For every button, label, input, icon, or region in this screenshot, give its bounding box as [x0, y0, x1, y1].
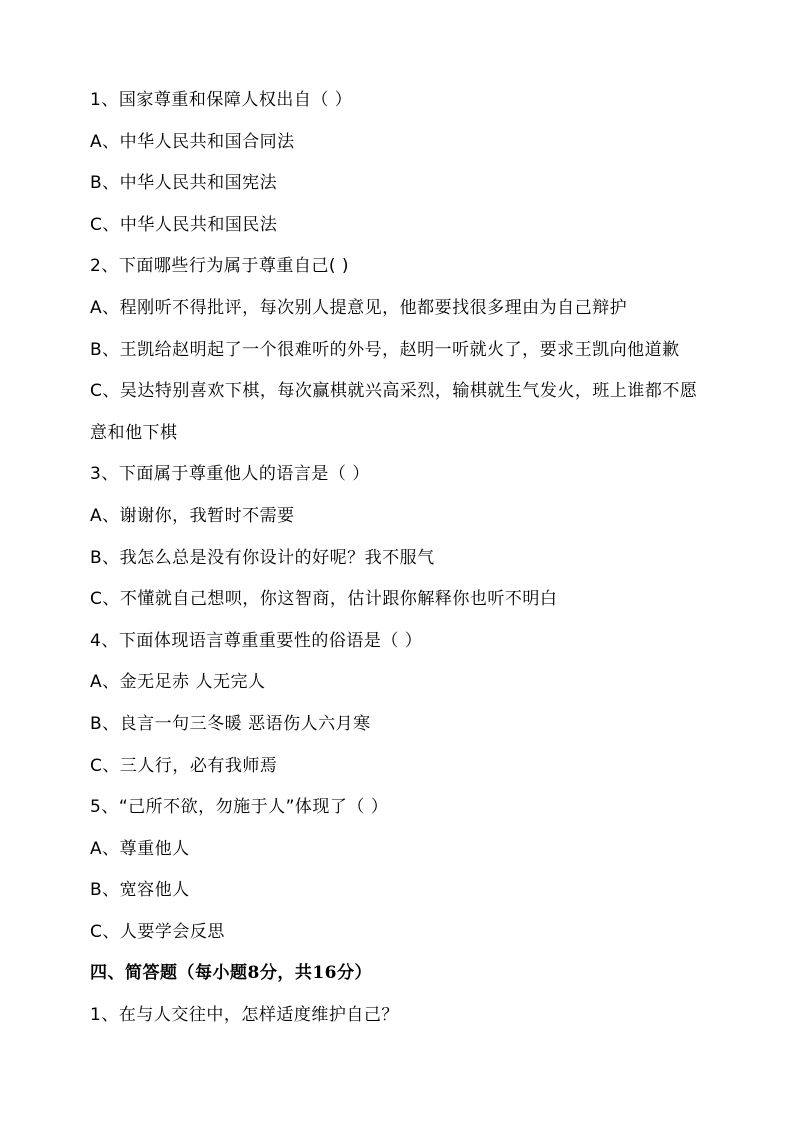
question-5-option-a: A、尊重他人 [90, 838, 190, 859]
section-4-question-1: 1、在与人交往中，怎样适度维护自己？ [90, 1005, 399, 1026]
question-4-option-a: A、金无足赤 人无完人 [90, 672, 266, 693]
question-2-option-c: C、吴达特别喜欢下棋，每次赢棋就兴高采烈，输棋就生气发火，班上谁都不愿意和他下棋 [90, 381, 698, 443]
exam-content [90, 80, 710, 1037]
question-1-option-c: C、中华人民共和国民法 [90, 214, 278, 235]
question-2-option-a: A、程刚听不得批评，每次别人提意见，他都要找很多理由为自己辩护 [90, 297, 628, 318]
question-4-option-b: B、良言一句三冬暖 恶语伤人六月寒 [90, 713, 371, 734]
question-5-stem: 5、“己所不欲，勿施于人”体现了（ ） [90, 797, 389, 818]
question-3-option-a: A、谢谢你，我暂时不需要 [90, 505, 295, 526]
question-3-option-c: C、不懂就自己想呗，你这智商，估计跟你解释你也听不明白 [90, 589, 558, 610]
question-1-stem: 1、国家尊重和保障人权出自（ ） [90, 90, 353, 110]
question-2-stem: 2、下面哪些行为属于尊重自己( ) [90, 256, 349, 277]
question-4-option-c: C、三人行，必有我师焉 [90, 755, 278, 776]
question-3-stem: 3、下面属于尊重他人的语言是（ ） [90, 464, 370, 485]
section-4-title: 四、简答题（每小题8分，共16分） [90, 963, 372, 984]
question-4-stem: 4、下面体现语言尊重重要性的俗语是（ ） [90, 630, 423, 651]
question-5-option-c: C、人要学会反思 [90, 921, 225, 942]
question-1-option-b: B、中华人民共和国宪法 [90, 173, 278, 194]
question-2-option-b: B、王凯给赵明起了一个很难听的外号，赵明一听就火了，要求王凯向他道歉 [90, 339, 680, 360]
question-3-option-b: B、我怎么总是没有你设计的好呢？我不服气 [90, 547, 435, 568]
question-5-option-b: B、宽容他人 [90, 880, 190, 901]
question-1-option-a: A、中华人民共和国合同法 [90, 131, 295, 152]
